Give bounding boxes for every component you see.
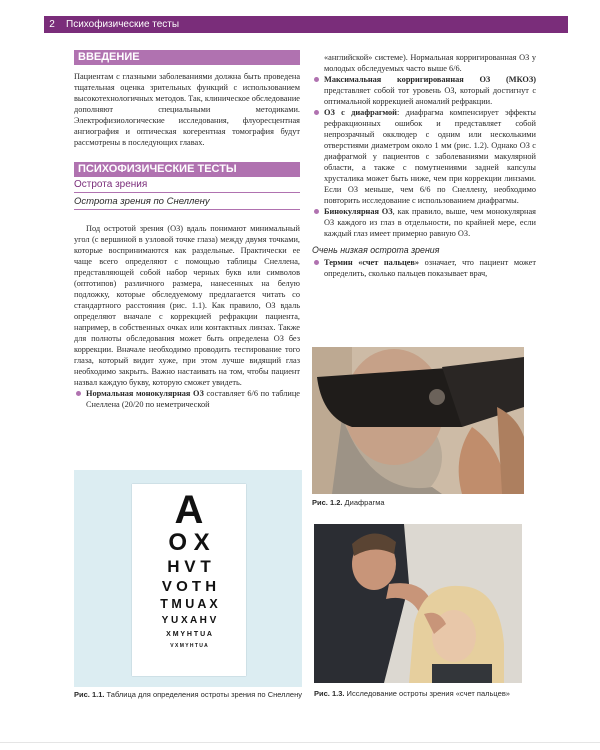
right-column (312, 52, 536, 279)
snellen-row: Y U X A H V (161, 615, 217, 626)
bullet-term: ОЗ с диафрагмой (324, 108, 397, 117)
subsubsection-heading: Острота зрения по Снеллену (74, 196, 300, 210)
bullet-count-fingers (312, 257, 536, 279)
bullet-text: представляет собой тот уровень ОЗ, который достигнут с оптимальной коррекцией аномалий рефракции. (324, 86, 536, 106)
figure-3-caption (314, 689, 534, 698)
count-fingers-photo (314, 524, 522, 683)
bullet-term: Термин «счет пальцев» (324, 258, 420, 267)
bullet-pinhole (312, 107, 536, 206)
bullet-text: составляет 6/6 по таблице Снеллена (20/20 по неметрической (86, 389, 300, 409)
low-vision-heading: Очень низкая острота зрения (312, 245, 440, 255)
bullet-normal-va (74, 388, 300, 410)
intro-heading: ВВЕДЕНИЕ (74, 50, 300, 65)
snellen-row: A (174, 488, 204, 532)
snellen-row: V X M Y H T U A (170, 643, 208, 649)
snellen-paragraph: Под остротой зрения (ОЗ) вдаль понимают минимальный угол (с вершиной в узловой точке глаза) между двумя точками, которые воспринимаются как раздельные. Практически ее чаще всего определяют с помощью таблицы Снеллена, представляющей собой набор черных букв или символов (оптотипов) различного размера, нанесенных на белую подложку, которые обследуемому предлагается читать со стандартного расстояния (рис. 1.1). Как правило, ОЗ вдаль определяют вначале с коррекцией рефракции пациента, например, в собственных очках или контактных линзах. Также для полноты обследования может быть определена ОЗ без коррекции. Вначале необходимо проводить тестирование того глаза, который видит хуже, при этом лучше видящий глаз необходимо закрыть. Важно настаивать на том, чтобы пациент назвал каждую букву, которую сможет увидеть. (74, 224, 300, 387)
bullet-term: Максимальная корригированная ОЗ (МКОЗ) (324, 75, 536, 84)
caption-label: Рис. 1.1. (74, 690, 105, 699)
subsection-heading: Острота зрения (74, 179, 300, 193)
caption-label: Рис. 1.2. (312, 498, 343, 507)
bullet-text: : диафрагма компенсирует эффекты рефракционных ошибок и представляет собой непрозрачный окклюдер с одним или несколькими отверстиями диаметром около 1 мм (рис. 1.2). Однако ОЗ с диафрагмой у пациентов с заболеваниями макулярной области, а также с помутнениями задней капсулы хрусталика может быть ниже, чем при коррекции линзами. Если ОЗ меньше, чем 6/6 по Снеллену, необходимо повторить исследование с использованием диафрагмы. (324, 108, 536, 205)
figure-1-caption (74, 690, 302, 699)
caption-label: Рис. 1.3. (314, 689, 345, 698)
caption-text: Исследование остроты зрения «счет пальцев» (344, 689, 510, 698)
figure-2-caption (312, 498, 524, 507)
snellen-row: V O T H (161, 578, 217, 595)
bullet-text: означает, что пациент может определить, сколько пальцев показывает врач, (324, 258, 536, 278)
snellen-chart (132, 484, 246, 676)
snellen-row: O X (168, 529, 210, 556)
pinhole-photo (312, 347, 524, 494)
section-heading: ПСИХОФИЗИЧЕСКИЕ ТЕСТЫ (74, 162, 300, 177)
caption-text: Диафрагма (342, 498, 385, 507)
snellen-figure (74, 470, 302, 687)
bullet-binocular (312, 206, 536, 239)
bullet-bcva (312, 74, 536, 107)
bullet-text: , как правило, выше, чем монокулярная ОЗ каждого из глаз в отдельности, по крайней мере, если каждый глаз имеет примерно равную ОЗ. (324, 207, 536, 238)
snellen-row: T M U A X (160, 597, 218, 611)
bullet-term: Бинокулярная ОЗ (324, 207, 393, 216)
bullet-term: Нормальная монокулярная ОЗ (86, 389, 204, 398)
intro-paragraph: Пациентам с глазными заболеваниями должна быть проведена тщательная оценка зрительных функций с использованием высокотехнологичных методов. Так, клиническое обследование дополняют специальными методиками. Электрофизиологические исследования, флуоресцентная ангиография и оптическая когерентная томография будут рассмотрены в последующих главах. (74, 72, 300, 147)
left-column (74, 50, 300, 410)
page-header (44, 16, 568, 33)
running-title: Психофизические тесты (66, 19, 180, 30)
snellen-row: X M Y H T U A (166, 631, 212, 638)
snellen-row: H V T (167, 557, 211, 576)
continued-text: «английской» системе). Нормальная корригированная ОЗ у молодых обследуемых часто выше 6/6. (324, 53, 536, 73)
caption-text: Таблица для определения остроты зрения по Снеллену (104, 690, 302, 699)
page-bottom-edge (0, 742, 600, 743)
page-number: 2 (49, 19, 55, 30)
